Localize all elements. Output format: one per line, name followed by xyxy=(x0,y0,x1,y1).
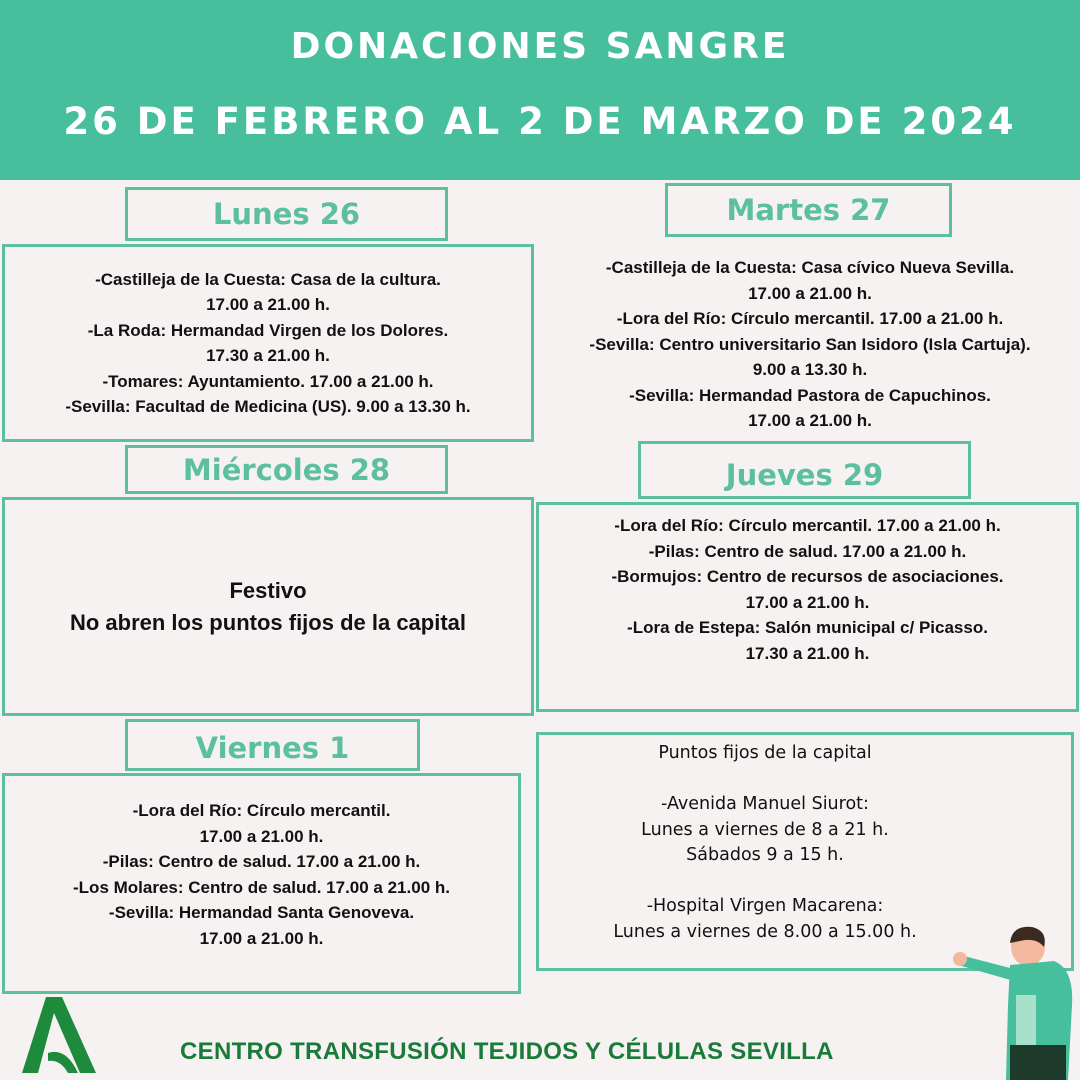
entry-line: -Sevilla: Hermandad Santa Genoveva. xyxy=(108,903,415,922)
entry-line: 17.00 a 21.00 h. xyxy=(748,283,872,303)
day-label-viernes: Viernes 1 xyxy=(125,719,420,771)
entry-line: -Lora de Estepa: Salón municipal c/ Picasso. xyxy=(627,618,988,637)
entry-line: -Castilleja de la Cuesta: Casa cívico Nueva Sevilla. xyxy=(605,258,1015,277)
entry-line: -Sevilla: Hermandad Pastora de Capuchinos. xyxy=(629,385,991,405)
date-range: 26 DE FEBRERO AL 2 DE MARZO DE 2024 xyxy=(63,100,1017,143)
entry-line: -Pilas: Centro de salud. 17.00 a 21.00 h. xyxy=(648,541,967,561)
entry-line: -Tomares: Ayuntamiento. 17.00 a 21.00 h. xyxy=(102,371,434,391)
entry-line: 17.00 a 21.00 h. xyxy=(748,411,872,430)
entry-line: -Sevilla: Centro universitario San Isidoro (Isla Cartuja). xyxy=(589,334,1031,354)
page-title: DONACIONES SANGRE xyxy=(290,26,790,67)
entry-line: 17.00 a 21.00 h. xyxy=(199,928,324,948)
martes-content xyxy=(540,255,1080,434)
footer-organization: CENTRO TRANSFUSIÓN TEJIDOS Y CÉLULAS SEVILLA xyxy=(180,1038,834,1065)
entry-line: -Lora del Río: Círculo mercantil. 17.00 a 21.00 h. xyxy=(616,309,1004,328)
holiday-title: Festivo xyxy=(229,577,307,603)
puntos-fijos-title: Puntos fijos de la capital xyxy=(658,743,872,763)
entry-line: -Sevilla: Facultad de Medicina (US). 9.00 a 13.30 h. xyxy=(65,397,471,416)
day-label-martes: Martes 27 xyxy=(665,183,952,237)
header-banner xyxy=(0,0,1080,180)
entry-line: -Los Molares: Centro de salud. 17.00 a 21.00 h. xyxy=(73,877,450,897)
entry-line: -Pilas: Centro de salud. 17.00 a 21.00 h. xyxy=(102,852,421,871)
entry-line: 17.30 a 21.00 h. xyxy=(206,346,330,365)
entry-line: -Hospital Virgen Macarena: xyxy=(646,896,884,916)
miercoles-content xyxy=(2,497,534,716)
entry-line: -Avenida Manuel Siurot: xyxy=(661,794,869,814)
entry-line: -Lora del Río: Círculo mercantil. 17.00 a 21.00 h. xyxy=(614,516,1001,535)
viernes-content xyxy=(2,773,521,994)
entry-line: Lunes a viernes de 8.00 a 15.00 h. xyxy=(613,921,917,942)
holiday-note: No abren los puntos fijos de la capital xyxy=(69,609,467,635)
entry-line: Sábados 9 a 15 h. xyxy=(686,845,844,865)
day-label-jueves: Jueves 29 xyxy=(638,441,971,499)
junta-andalucia-logo xyxy=(18,995,100,1075)
entry-line: 9.00 a 13.30 h. xyxy=(752,360,868,379)
lunes-content xyxy=(2,244,534,442)
entry-line: Lunes a viernes de 8 a 21 h. xyxy=(641,819,889,840)
entry-line: -Castilleja de la Cuesta: Casa de la cultura. xyxy=(95,269,441,289)
entry-line: -Bormujos: Centro de recursos de asociaciones. xyxy=(611,567,1004,586)
entry-line: 17.00 a 21.00 h. xyxy=(745,592,870,612)
entry-line: 17.00 a 21.00 h. xyxy=(199,826,324,846)
entry-line: 17.30 a 21.00 h. xyxy=(745,643,870,663)
jueves-content xyxy=(536,502,1079,712)
person-illustration xyxy=(950,925,1080,1080)
entry-line: 17.00 a 21.00 h. xyxy=(206,295,330,314)
day-label-lunes: Lunes 26 xyxy=(125,187,448,241)
entry-line: -Lora del Río: Círculo mercantil. xyxy=(132,801,391,820)
day-label-miercoles: Miércoles 28 xyxy=(125,445,448,494)
entry-line: -La Roda: Hermandad Virgen de los Dolores. xyxy=(87,320,449,340)
